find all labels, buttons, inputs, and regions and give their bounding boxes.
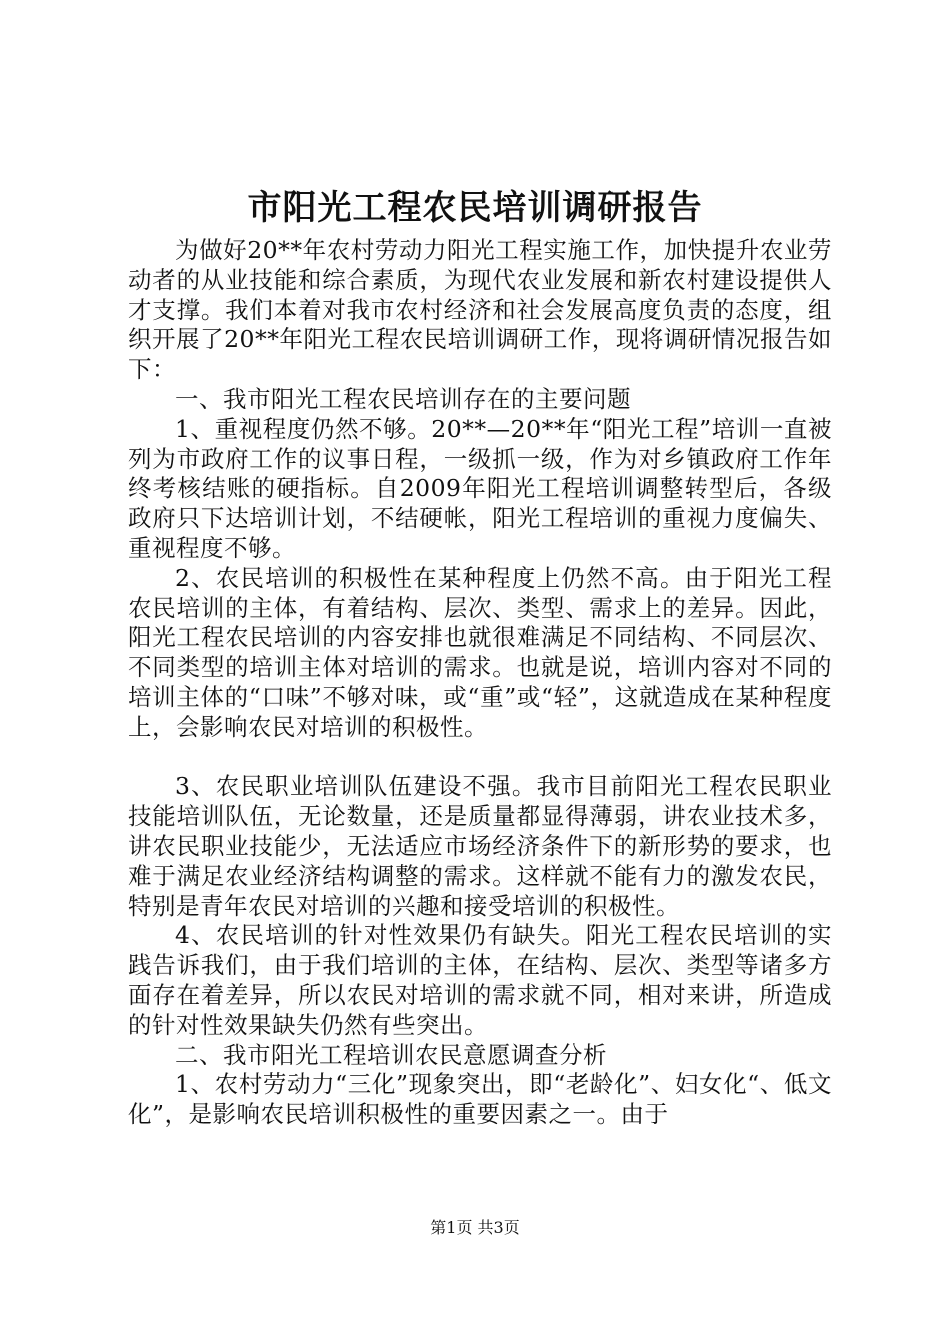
page-footer: 第1页 共3页 [430,1218,520,1237]
section-heading-1: 一、我市阳光工程农民培训存在的主要问题 [175,384,631,413]
paragraph-item-1: 1、重视程度仍然不够。20**—20**年“阳光工程”培训一直被列为市政府工作的议事日程，一级抓一级，作为对乡镇政府工作年终考核结账的硬指标。自2009年阳光工程培训调整转型后，各级政府只下达培训计划，不结硬帐，阳光工程培训的重视力度偏失、重视程度不够。 [128,414,832,562]
document-title: 市阳光工程农民培训调研报告 [247,188,703,228]
document-body [128,236,832,1130]
paragraph-item-4: 4、农民培训的针对性效果仍有缺失。阳光工程农民培训的实践告诉我们，由于我们培训的主体，在结构、层次、类型等诸多方面存在着差异，所以农民对培训的需求就不同，相对来讲，所造成的针对性效果缺失仍然有些突出。 [128,921,832,1039]
paragraph-item-2: 2、农民培训的积极性在某种程度上仍然不高。由于阳光工程农民培训的主体，有着结构、层次、类型、需求上的差异。因此，阳光工程农民培训的内容安排也就很难满足不同结构、不同层次、不同类型的培训主体对培训的需求。也就是说，培训内容对不同的培训主体的“口味”不够对味，或“重”或“轻”，这就造成在某种程度上，会影响农民对培训的积极性。 [128,563,832,741]
section-heading-2: 二、我市阳光工程培训农民意愿调查分析 [175,1040,607,1069]
paragraph-item-3: 3、农民职业培训队伍建设不强。我市目前阳光工程农民职业技能培训队伍，无论数量，还是质量都显得薄弱，讲农业技术多，讲农民职业技能少，无法适应市场经济条件下的新形势的要求，也难于满足农业经济结构调整的需求。这样就不能有力的激发农民，特别是青年农民对培训的兴趣和接受培训的积极性。 [128,772,832,920]
paragraph-intro: 为做好20**年农村劳动力阳光工程实施工作，加快提升农业劳动者的从业技能和综合素质，为现代农业发展和新农村建设提供人才支撑。我们本着对我市农村经济和社会发展高度负责的态度，组织开展了20**年阳光工程农民培训调研工作，现将调研情况报告如下： [128,236,832,384]
paragraph-item-5: 1、农村劳动力“三化”现象突出，即“老龄化”、妇女化“、低文化”，是影响农民培训积极性的重要因素之一。由于 [128,1070,832,1129]
